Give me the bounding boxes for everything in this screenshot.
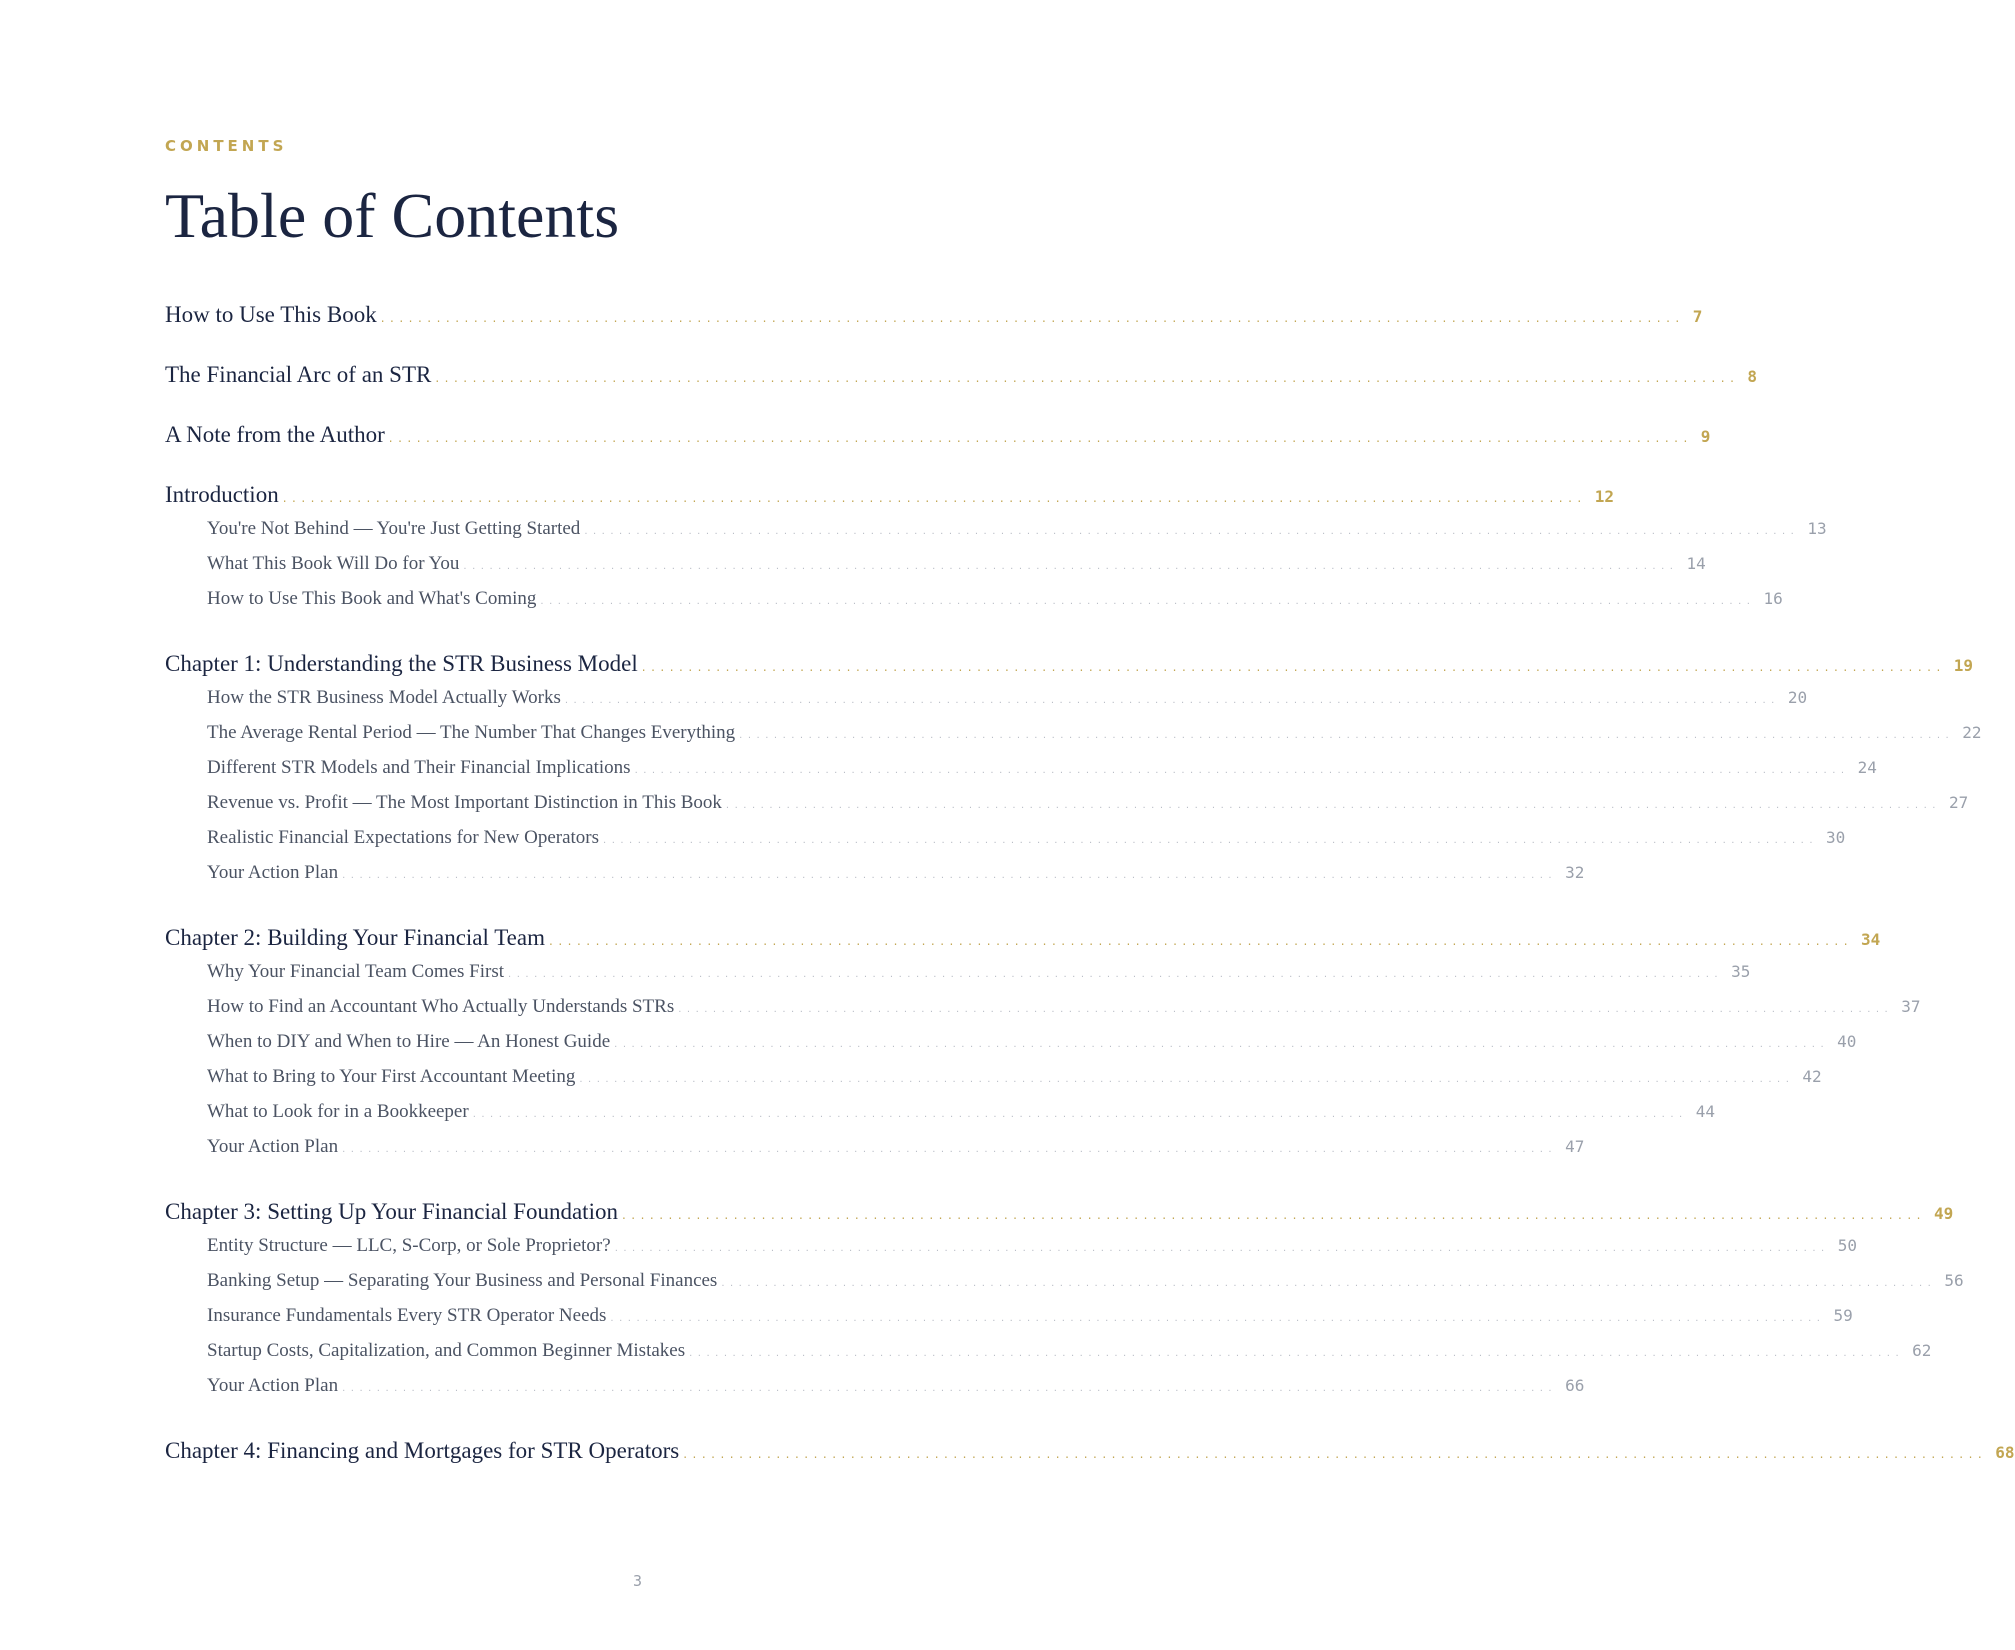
dot-leader: ............................................................................................................................................: [683, 1447, 1988, 1461]
dot-leader: ............................................................................................................................................: [634, 765, 1850, 776]
toc-subentry-page: 62: [1912, 1341, 1932, 1360]
toc-subentry-title: Revenue vs. Profit — The Most Important Distinction in This Book: [207, 792, 722, 813]
toc-subentry[interactable]: [165, 961, 1751, 996]
toc-subentry[interactable]: [165, 1235, 1857, 1270]
page-title: Table of Contents: [165, 180, 620, 251]
toc-entry[interactable]: [165, 482, 1614, 514]
toc-subentry-title: When to DIY and When to Hire — An Honest Guide: [207, 1031, 611, 1052]
toc-subentry-title: What to Bring to Your First Accountant Meeting: [207, 1066, 576, 1087]
toc-entry-page: 68: [1995, 1443, 2015, 1462]
toc-subentry-title: Your Action Plan: [207, 1375, 339, 1396]
toc-subentry-title: Entity Structure — LLC, S-Corp, or Sole Proprietor?: [207, 1235, 611, 1256]
toc-entry[interactable]: [165, 1199, 1954, 1231]
toc-subentry[interactable]: [165, 1375, 1585, 1410]
toc-subentry-page: 66: [1565, 1376, 1585, 1395]
dot-leader: ............................................................................................................................................: [689, 1348, 1905, 1359]
dot-leader: ............................................................................................................................................: [584, 526, 1800, 537]
toc-subentry-title: Insurance Fundamentals Every STR Operator Needs: [207, 1305, 607, 1326]
toc-subentry[interactable]: [165, 1031, 1857, 1066]
toc-entry-page: 8: [1747, 367, 1758, 386]
toc-subentry-page: 32: [1565, 863, 1585, 882]
dot-leader: ............................................................................................................................................: [342, 1383, 1558, 1394]
toc-subentry-page: 16: [1763, 589, 1783, 608]
toc-subentry-title: What This Book Will Do for You: [207, 553, 460, 574]
toc-subentry-title: How the STR Business Model Actually Works: [207, 687, 561, 708]
toc-subentry-page: 44: [1695, 1102, 1715, 1121]
toc-entry-page: 19: [1953, 656, 1974, 675]
dot-leader: ............................................................................................................................................: [579, 1074, 1795, 1085]
dot-leader: ............................................................................................................................................: [739, 730, 1955, 741]
toc-subentry-title: Banking Setup — Separating Your Business and Personal Finances: [207, 1270, 718, 1291]
toc-list: [165, 302, 2015, 1470]
toc-subentry-title: You're Not Behind — You're Just Getting Started: [207, 518, 581, 539]
toc-subentry[interactable]: [165, 687, 1808, 722]
dot-leader: ............................................................................................................................................: [603, 835, 1819, 846]
toc-subentry-page: 42: [1802, 1067, 1822, 1086]
toc-entry[interactable]: [165, 302, 1703, 334]
toc-subentry-title: Different STR Models and Their Financial Implications: [207, 757, 631, 778]
dot-leader: ............................................................................................................................................: [463, 561, 1679, 572]
toc-entry[interactable]: [165, 422, 1711, 454]
dot-leader: ............................................................................................................................................: [564, 695, 1780, 706]
toc-subentry-page: 13: [1807, 519, 1827, 538]
toc-entry[interactable]: [165, 925, 1881, 957]
toc-entry-title: The Financial Arc of an STR: [165, 362, 432, 387]
toc-subentry-page: 22: [1962, 723, 1982, 742]
toc-subentry-title: Realistic Financial Expectations for New Operators: [207, 827, 600, 848]
dot-leader: ............................................................................................................................................: [549, 934, 1854, 948]
toc-entry-title: Introduction: [165, 482, 279, 507]
toc-subentry-page: 24: [1857, 758, 1877, 777]
dot-leader: ............................................................................................................................................: [641, 660, 1946, 674]
toc-entry-title: Chapter 3: Setting Up Your Financial Foundation: [165, 1199, 618, 1224]
dot-leader: ............................................................................................................................................: [388, 431, 1693, 445]
toc-subentry-page: 30: [1826, 828, 1846, 847]
toc-subentry[interactable]: [165, 792, 1969, 827]
dot-leader: ............................................................................................................................................: [472, 1109, 1688, 1120]
toc-subentry-page: 59: [1833, 1306, 1853, 1325]
toc-entry[interactable]: [165, 651, 1974, 683]
toc-subentry-title: Your Action Plan: [207, 1136, 339, 1157]
toc-subentry[interactable]: [165, 996, 1921, 1031]
toc-entry-page: 12: [1594, 487, 1614, 506]
toc-subentry[interactable]: [165, 1136, 1585, 1171]
toc-subentry-title: Your Action Plan: [207, 862, 339, 883]
toc-subentry[interactable]: [165, 1305, 1853, 1340]
toc-subentry[interactable]: [165, 722, 1982, 757]
toc-subentry[interactable]: [165, 1340, 1932, 1375]
toc-subentry[interactable]: [165, 1101, 1715, 1136]
toc-subentry-page: 37: [1901, 997, 1921, 1016]
dot-leader: ............................................................................................................................................: [380, 311, 1685, 325]
dot-leader: ............................................................................................................................................: [342, 870, 1558, 881]
toc-entry-page: 34: [1861, 930, 1881, 949]
section-eyebrow: CONTENTS: [165, 137, 288, 155]
toc-subentry-title: The Average Rental Period — The Number That Changes Everything: [207, 722, 736, 743]
toc-subentry[interactable]: [165, 757, 1877, 792]
toc-subentry[interactable]: [165, 518, 1827, 553]
toc-subentry[interactable]: [165, 862, 1585, 897]
toc-entry[interactable]: [165, 362, 1758, 394]
dot-leader: ............................................................................................................................................: [508, 969, 1724, 980]
toc-subentry[interactable]: [165, 1270, 1964, 1305]
dot-leader: ............................................................................................................................................: [610, 1313, 1826, 1324]
dot-leader: ............................................................................................................................................: [342, 1144, 1558, 1155]
page-number: 3: [632, 1572, 643, 1590]
toc-subentry[interactable]: [165, 553, 1706, 588]
toc-subentry[interactable]: [165, 1066, 1822, 1101]
dot-leader: ............................................................................................................................................: [614, 1039, 1830, 1050]
toc-page: [165, 0, 2015, 1650]
dot-leader: ............................................................................................................................................: [282, 491, 1587, 505]
toc-subentry-page: 20: [1787, 688, 1808, 707]
toc-subentry-page: 35: [1731, 962, 1751, 981]
dot-leader: ............................................................................................................................................: [540, 596, 1756, 607]
toc-entry[interactable]: [165, 1438, 2015, 1470]
dot-leader: ............................................................................................................................................: [621, 1208, 1926, 1222]
dot-leader: ............................................................................................................................................: [435, 371, 1740, 385]
toc-subentry-title: Startup Costs, Capitalization, and Common Beginner Mistakes: [207, 1340, 686, 1361]
dot-leader: ............................................................................................................................................: [725, 800, 1941, 811]
toc-entry-page: 9: [1700, 427, 1711, 446]
toc-subentry-page: 50: [1837, 1236, 1857, 1255]
toc-subentry-page: 47: [1565, 1137, 1585, 1156]
toc-entry-title: How to Use This Book: [165, 302, 377, 327]
toc-entry-title: Chapter 4: Financing and Mortgages for STR Operators: [165, 1438, 680, 1463]
toc-subentry-title: How to Find an Accountant Who Actually Understands STRs: [207, 996, 675, 1017]
toc-subentry[interactable]: [165, 827, 1846, 862]
toc-entry-title: A Note from the Author: [165, 422, 385, 447]
toc-subentry-page: 27: [1948, 793, 1969, 812]
toc-subentry-title: Why Your Financial Team Comes First: [207, 961, 505, 982]
toc-subentry-title: What to Look for in a Bookkeeper: [207, 1101, 469, 1122]
toc-subentry-title: How to Use This Book and What's Coming: [207, 588, 537, 609]
toc-entry-title: Chapter 1: Understanding the STR Business Model: [165, 651, 638, 676]
toc-subentry-page: 56: [1944, 1271, 1964, 1290]
toc-entry-page: 7: [1692, 307, 1703, 326]
dot-leader: ............................................................................................................................................: [614, 1243, 1830, 1254]
dot-leader: ............................................................................................................................................: [678, 1004, 1894, 1015]
toc-subentry[interactable]: [165, 588, 1783, 623]
toc-subentry-page: 14: [1686, 554, 1706, 573]
dot-leader: ............................................................................................................................................: [721, 1278, 1937, 1289]
toc-entry-page: 49: [1934, 1204, 1954, 1223]
toc-subentry-page: 40: [1837, 1032, 1857, 1051]
toc-entry-title: Chapter 2: Building Your Financial Team: [165, 925, 545, 950]
